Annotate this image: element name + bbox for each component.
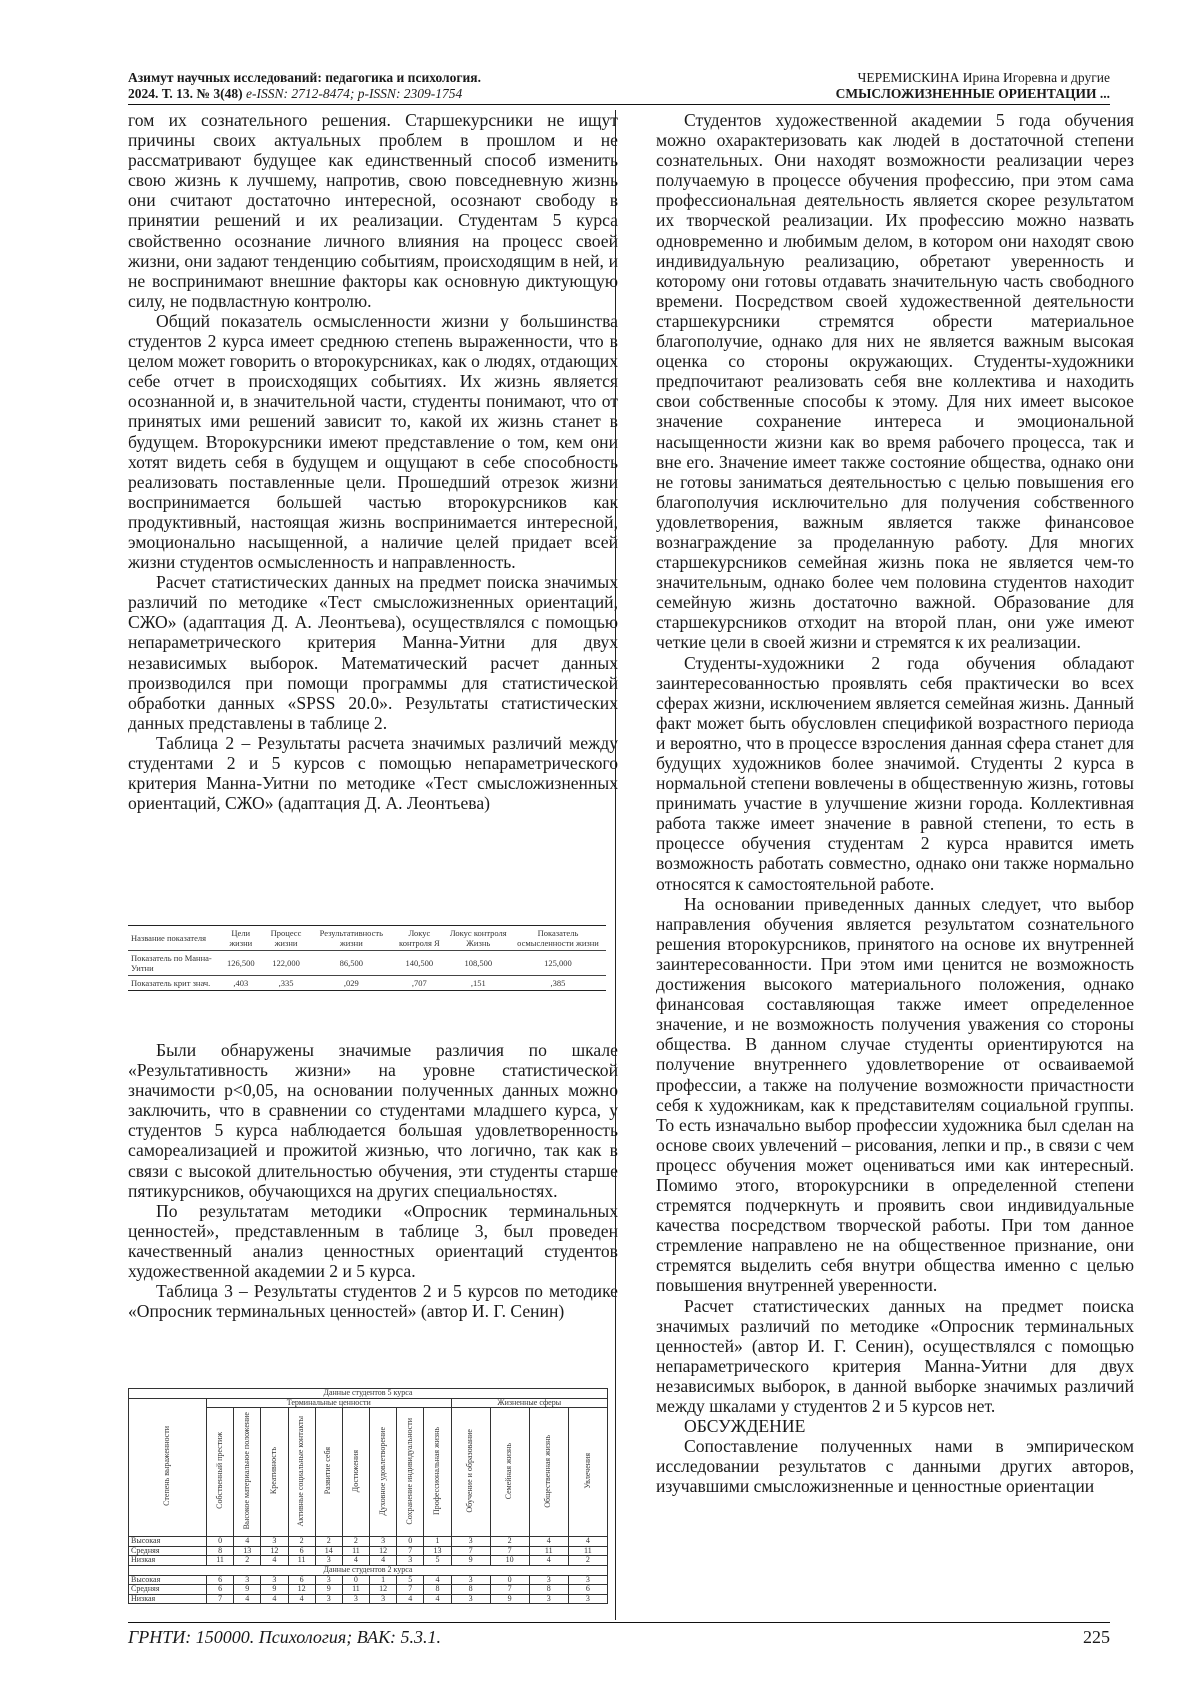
table-cell: 125,000 [510, 951, 606, 976]
header-journal-info [128, 70, 481, 102]
table-group-header: Терминальные ценности [206, 1398, 451, 1408]
table-cell: ,335 [262, 976, 311, 991]
paragraph: Расчет статистических данных на предмет поиска значимых различий по методике «Опросник терминальных ценностей» (автор И. Г. Сенин), осуществлялся с помощью непараметрического критерия Манна-Уитни для двух независимых выборок, в данной выборке значимых различий между шкалами у студентов 2 и 5 курсов нет. [656, 1295, 1134, 1416]
table-cell: 3 [342, 1594, 369, 1604]
table-cell: 3 [315, 1556, 342, 1566]
table-row [129, 1537, 608, 1547]
table-header-cell: Семейная жизнь [490, 1408, 529, 1537]
table-cell: 3 [397, 1556, 424, 1566]
table-header-cell: Собственный престиж [206, 1408, 233, 1537]
table-row [128, 951, 606, 976]
table-body-5 [129, 1537, 608, 1566]
journal-title: Азимут научных исследований: педагогика и психология. [128, 70, 481, 85]
table-header-cell: Локус контроля Я [392, 926, 446, 951]
table-cell: Высокая [129, 1537, 207, 1547]
table-row [128, 976, 606, 991]
table-cell: 2 [490, 1537, 529, 1547]
table-header-cell: Показатель осмысленности жизни [510, 926, 606, 951]
table-row-header: Степень выраженности [129, 1398, 207, 1537]
table2-caption: Таблица 2 – Результаты расчета значимых различий между студентами 2 и 5 курсов с помощью непараметрического критерия Манна-Уитни по методике «Тест смысложизненных ориентаций, СЖО» (адаптация Д. А. Леонтьева) [128, 732, 618, 814]
table-header-cell: Развитие себя [315, 1408, 342, 1537]
table-cell: 9 [261, 1585, 288, 1595]
table-cell: 12 [370, 1585, 397, 1595]
table-cell: 10 [490, 1556, 529, 1566]
table-cell: 8 [424, 1585, 451, 1595]
table-cell: 3 [451, 1594, 490, 1604]
article-authors: ЧЕРЕМИСКИНА Ирина Игоревна и другие [857, 70, 1110, 85]
table-cell: 3 [529, 1594, 568, 1604]
table-cell: 3 [370, 1594, 397, 1604]
table-cell: 0 [397, 1537, 424, 1547]
paragraph: Студентов художественной академии 5 года обучения можно охарактеризовать как людей в достаточной степени сознательных. Они находят возможности реализации через получаемую в процессе обучения профессию, при этом сама профессиональная деятельность является скорее результатом их творческой реализации. Их профессию можно назвать одновременно и любимым делом, в котором они находят свою индивидуальную реализацию, обретают уверенность и которому они готовы отдавать значительную часть свободного времени. Посредством своей художественной деятельности старшекурсники стремятся обрести материальное благополучие, однако для них не является важным высокая оценка со стороны окружающих. Студенты-художники предпочитают реализовать себя вне коллектива и находить свои собственные способы к этому. Для них имеет высокое значение сохранение интереса и эмоциональной насыщенности жизни как во время рабочего процесса, так и вне его. Значение имеет также состояние общества, однако они не готовы заниматься деятельностью с целью повышения его благополучия исключительно для получения собственного удовлетворения, важным является также финансовое вознаграждение за проделанную работу. Для многих старшекурсников семейная жизнь пока не является чем-то значительным, однако более чем половина студентов находит семейную жизнь достаточно важной. Образование для старшекурсников отходит на второй план, они уже имеют четкие цели в своей жизни и стремятся к их реализации. [656, 110, 1134, 653]
table-cell: 2 [568, 1556, 607, 1566]
table3-caption: Таблица 3 – Результаты студентов 2 и 5 курсов по методике «Опросник терминальных ценностей» (автор И. Г. Сенин) [128, 1281, 618, 1322]
table-cell: 4 [370, 1556, 397, 1566]
header-article-info [836, 70, 1110, 102]
table-cell: 13 [234, 1546, 261, 1556]
table-cell: 4 [261, 1594, 288, 1604]
table-cell: 11 [568, 1546, 607, 1556]
table-cell: 3 [261, 1575, 288, 1585]
table-cell: 8 [451, 1585, 490, 1595]
table-cell: 5 [397, 1575, 424, 1585]
table-title-row [129, 1565, 608, 1575]
table-header-cell: Креативность [261, 1408, 288, 1537]
table-cell: 2 [315, 1537, 342, 1547]
table-body-2 [129, 1575, 608, 1604]
page-header [128, 70, 1110, 105]
paragraph: Общий показатель осмысленности жизни у большинства студентов 2 курса имеет среднюю степень выраженности, что в целом может говорить о второкурсниках, как о людях, отдающих себе отчет в происходящих событиях. Их жизнь является осознанной и, в значительной части, студенты понимают, что от принятых ими решений зависит то, какой их жизнь станет в будущем. Второкурсники имеют представление о том, кем они хотят видеть себя в будущем и ощущают в себе способность реализовать поставленные цели. Прошедший отрезок жизни воспринимается большей частью второкурсников как продуктивный, настоящая жизнь воспринимается интересной, эмоционально насыщенной, а наличие целей придает всей жизни студентов осмысленность и направленность. [128, 310, 618, 573]
table-2 [128, 925, 606, 991]
table-header-cell: Название показателя [128, 926, 220, 951]
table-cell: Высокая [129, 1575, 207, 1585]
table-header-cell: Общественная жизнь [529, 1408, 568, 1537]
table-cell: 4 [234, 1537, 261, 1547]
right-column [656, 110, 1134, 1496]
table-cell: Средняя [129, 1585, 207, 1595]
table-cell: 8 [206, 1546, 233, 1556]
table-cell: ,029 [311, 976, 393, 991]
table-cell: 6 [568, 1585, 607, 1595]
table-cell: 12 [370, 1546, 397, 1556]
table-cell: 13 [424, 1546, 451, 1556]
table-header-cell: Достижения [342, 1408, 369, 1537]
table-cell: 1 [424, 1537, 451, 1547]
table-cell: 6 [288, 1575, 315, 1585]
table-cell: 7 [490, 1585, 529, 1595]
table-header-row [128, 926, 606, 951]
table-row [129, 1575, 608, 1585]
page-number: 225 [1083, 1627, 1110, 1647]
table-cell: 3 [568, 1575, 607, 1585]
table-header-cell: Духовное удовлетворение [370, 1408, 397, 1537]
table-cell: 108,500 [447, 951, 510, 976]
table-row [129, 1546, 608, 1556]
left-column [128, 110, 618, 813]
table-cell: 11 [342, 1585, 369, 1595]
table-cell: 7 [397, 1546, 424, 1556]
table-cell: Показатель крит знач. [128, 976, 220, 991]
table-cell: 4 [529, 1537, 568, 1547]
table-cell: 0 [490, 1575, 529, 1585]
table-cell: 3 [315, 1575, 342, 1585]
table-title-row [129, 1389, 608, 1399]
table-cell: 11 [206, 1556, 233, 1566]
table-cell: Средняя [129, 1546, 207, 1556]
table-header-cell: Профессиональная жизнь [424, 1408, 451, 1537]
table-header-cell: Высокое материальное положение [234, 1408, 261, 1537]
table-title: Данные студентов 2 курса [129, 1565, 608, 1575]
table-cell: 2 [288, 1537, 315, 1547]
table-cell: 7 [206, 1594, 233, 1604]
table-row [129, 1594, 608, 1604]
paragraph: Были обнаружены значимые различия по шкале «Результативность жизни» на уровне статистической значимости p<0,05, на основании полученных данных можно заключить, что в сравнении со студентами младшего курса, у студентов 5 курса наблюдается большая удовлетворенность самореализацией и прожитой жизнью, что логично, так как в связи с высокой длительностью обучения, эти студенты старше пятикурсников, обучающихся на других специальностях. [128, 1040, 618, 1201]
table-cell: 4 [424, 1594, 451, 1604]
table-header-cell: Цели жизни [220, 926, 262, 951]
footer-classification: ГРНТИ: 150000. Психология; ВАК: 5.3.1. [128, 1627, 442, 1647]
table-cell: Низкая [129, 1594, 207, 1604]
table-cell: 4 [261, 1556, 288, 1566]
table-cell: 7 [451, 1546, 490, 1556]
table-cell: 3 [315, 1594, 342, 1604]
table-cell: 2 [342, 1537, 369, 1547]
table-header-cell: Процесс жизни [262, 926, 311, 951]
table-cell: ,385 [510, 976, 606, 991]
table-cell: 86,500 [311, 951, 393, 976]
table-cell: 4 [288, 1594, 315, 1604]
table-header-cell: Увлечения [568, 1408, 607, 1537]
table-cell: Низкая [129, 1556, 207, 1566]
table-cell: 9 [490, 1594, 529, 1604]
table-group-header: Жизненные сферы [451, 1398, 607, 1408]
table-cell: 0 [342, 1575, 369, 1585]
table-header-cell: Активные социальные контакты [288, 1408, 315, 1537]
paragraph: Расчет статистических данных на предмет поиска значимых различий по методике «Тест смысложизненных ориентаций, СЖО» (адаптация Д. А. Леонтьева), осуществлялся с помощью непараметрического критерия Манна-Уитни для двух независимых выборок. Математический расчет данных производился при помощи программы для статистической обработки данных «SPSS 20.0». Результаты статистических данных представлены в таблице 2. [128, 572, 618, 733]
table-cell: 4 [424, 1575, 451, 1585]
table-cell: ,403 [220, 976, 262, 991]
table-header-cell: Сохранение индивидуальности [397, 1408, 424, 1537]
paragraph: Студенты-художники 2 года обучения обладают заинтересованностью проявлять себя практически во всех сферах жизни, исключением является семейная жизнь. Данный факт может быть обусловлен спецификой возрастного периода и вероятно, что в процессе взросления данная сфера станет для будущих художников более значимой. Студенты 2 курса в нормальной степени вовлечены в общественную жизнь, готовы принимать участие в улучшение жизни города. Коллективная работа также имеет значение в равной степени, то есть в процессе обучения студентам 2 курса нравится иметь возможность работать совместно, однако они также нормально относятся к самостоятельной работе. [656, 652, 1134, 894]
table-cell: 4 [529, 1556, 568, 1566]
table-cell: 4 [342, 1556, 369, 1566]
table-cell: 7 [397, 1585, 424, 1595]
table-group-row [129, 1398, 608, 1408]
article-short-title: СМЫСЛОЖИЗНЕННЫЕ ОРИЕНТАЦИИ ... [835, 86, 1110, 101]
table-cell: 6 [288, 1546, 315, 1556]
table-cell: 9 [315, 1585, 342, 1595]
table-cell: 9 [451, 1556, 490, 1566]
table-cell: 4 [234, 1594, 261, 1604]
table-cell: 11 [342, 1546, 369, 1556]
table-cell: 2 [234, 1556, 261, 1566]
table-cell: 12 [261, 1546, 288, 1556]
table-cell: 1 [370, 1575, 397, 1585]
paragraph: Сопоставление полученных нами в эмпирическом исследовании результатов с данными других авторов, изучавшими смысложизненные и ценностные ориентации [656, 1436, 1134, 1497]
table-cell: 3 [451, 1537, 490, 1547]
table-cell: 3 [451, 1575, 490, 1585]
table-cell: 3 [261, 1537, 288, 1547]
table-cell: 9 [234, 1585, 261, 1595]
table-cell: Показатель по Манна-Уитни [128, 951, 220, 976]
paragraph: По результатам методики «Опросник терминальных ценностей», представленным в таблице 3, был проведен качественный анализ ценностных ориентаций студентов художественной академии 2 и 5 курса. [128, 1200, 618, 1282]
table-header-cell: Обучение и образование [451, 1408, 490, 1537]
table-cell: 6 [206, 1585, 233, 1595]
table-cell: 126,500 [220, 951, 262, 976]
table-cell: 3 [529, 1575, 568, 1585]
table-cell: 11 [529, 1546, 568, 1556]
table-cell: ,151 [447, 976, 510, 991]
table-cell: 3 [234, 1575, 261, 1585]
table-cell: 122,000 [262, 951, 311, 976]
table-cell: 4 [397, 1594, 424, 1604]
table-cell: 4 [568, 1537, 607, 1547]
page-footer [128, 1622, 1110, 1647]
table-title: Данные студентов 5 курса [129, 1389, 608, 1399]
table-cell: 7 [490, 1546, 529, 1556]
table-cell: 0 [206, 1537, 233, 1547]
table-cell: 6 [206, 1575, 233, 1585]
journal-volume: 2024. Т. 13. № 3(48) [128, 86, 243, 101]
paragraph: гом их сознательного решения. Старшекурсники не ищут причины своих актуальных проблем в прошлом и не рассматривают будущее как единственный способ изменить свою жизнь к лучшему, напротив, свою повседневную жизнь они считают достаточно интересной, осознают свободу в принятии решений и их реализации. Студентам 5 курса свойственно осознание личного влияния на процесс своей жизни, они задают тенденцию событиям, происходящим в ней, и не воспринимают внешние факторы как основную диктующую силу, не подвластную контролю. [128, 110, 618, 311]
table-cell: 140,500 [392, 951, 446, 976]
table-cell: 8 [529, 1585, 568, 1595]
journal-issn: e-ISSN: 2712-8474; p-ISSN: 2309-1754 [245, 86, 463, 101]
table-cell: 3 [370, 1537, 397, 1547]
table-cell: ,707 [392, 976, 446, 991]
table-header-cell: Результативность жизни [311, 926, 393, 951]
table-header-cell: Локус контроля Жизнь [447, 926, 510, 951]
section-title: ОБСУЖДЕНИЕ [684, 1416, 806, 1437]
table-cell: 12 [288, 1585, 315, 1595]
paragraph: На основании приведенных данных следует, что выбор направления обучения является результатом сознательного решения второкурсников, принятого на основе их внутренней заинтересованности. При этом ими ценится не возможность достижения высокого материального положения, однако финансовая составляющая также имеет определенное значение, и не возможность получения уважения со стороны общества. В данном случае студенты ориентируются на получение внутреннего удовлетворение от осваиваемой профессии, а также на получение возможности причастности себя к художникам, как к представителям социальной группы. То есть изначально выбор профессии художника был сделан на основе своих увлечений – рисования, лепки и пр., в связи с чем процесс обучения может оцениваться ими как интересный. Помимо этого, второкурсники в определенной степени стремятся подчеркнуть и проявить свои индивидуальные качества посредством творческой работы. При том данное стремление направлено не на общественное признание, они стремятся выделить себя внутри общества именно с целью повышения внутренней уверенности. [656, 893, 1134, 1296]
table-cell: 14 [315, 1546, 342, 1556]
table-cell: 3 [568, 1594, 607, 1604]
table-cell: 5 [424, 1556, 451, 1566]
table-row [129, 1585, 608, 1595]
table-cell: 11 [288, 1556, 315, 1566]
left-column-continued [128, 1040, 618, 1321]
table-3 [128, 1388, 608, 1604]
